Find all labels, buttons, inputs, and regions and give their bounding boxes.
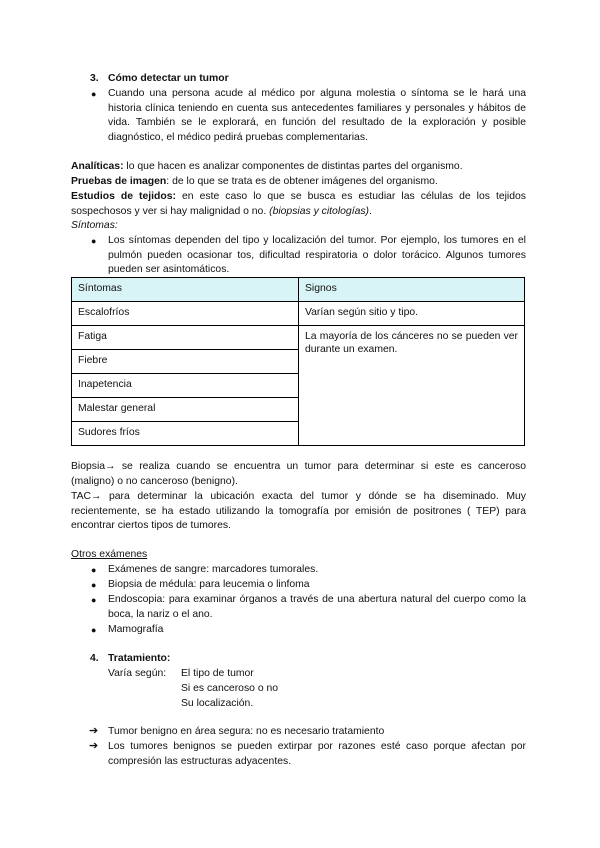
sintomas-label: Síntomas:: [71, 220, 118, 231]
criteria-item: Si es canceroso o no: [181, 683, 279, 694]
table-cell-symptom: Fatiga: [72, 326, 299, 350]
tejidos-end: .: [369, 205, 372, 217]
criteria-item: El tipo de tumor: [181, 668, 254, 679]
biopsia-paragraph: Biopsia→ se realiza cuando se encuentra un tumor para determinar si este es canceroso (maligno) o no canceroso (benigno).: [71, 461, 526, 487]
analiticas-text: lo que hacen es analizar componentes de distintas partes del organismo.: [123, 161, 463, 172]
sintomas-bullet: Los síntomas dependen del tipo y localización del tumor. Por ejemplo, los tumores en el pulmón pueden ocasionar tos, dificultad respiratoria o dolor torácico. Algunos tumores pueden ser asintomáticos.: [108, 235, 526, 276]
otros-title: Otros exámenes: [71, 549, 148, 560]
section4-title: Tratamiento:: [108, 653, 171, 664]
analiticas-line: [71, 160, 526, 175]
bullet-dot-icon: ●: [91, 625, 97, 635]
otros-item: Endoscopia: para examinar órganos a través de una abertura natural del cuerpo como la boca, la nariz o el ano.: [108, 594, 526, 620]
imagen-label: Pruebas de imagen: [71, 176, 167, 187]
table-cell-symptom: Fiebre: [72, 350, 299, 374]
section3-number: 3.: [90, 73, 99, 84]
symptoms-signs-table: [71, 277, 525, 446]
table-cell-symptom: Escalofríos: [72, 302, 299, 326]
otros-item: Exámenes de sangre: marcadores tumorales.: [108, 564, 319, 575]
varia-label: Varía según:: [108, 668, 167, 679]
table-header-row: [72, 278, 525, 302]
bullet-dot-icon: ●: [91, 595, 97, 605]
table-row: [72, 302, 525, 326]
otros-item: Biopsia de médula: para leucemia o linfoma: [108, 579, 310, 590]
imagen-text: : de lo que se trata es de obtener imágenes del organismo.: [166, 176, 438, 187]
tejidos-italic: (biopsias y citologías): [269, 205, 370, 217]
tejidos-label: Estudios de tejidos:: [71, 191, 176, 202]
bullet-dot-icon: ●: [91, 236, 97, 246]
table-row: [72, 326, 525, 350]
table-cell-sign: La mayoría de los cánceres no se pueden ver durante un examen.: [299, 326, 525, 446]
tejidos-line: [71, 190, 526, 219]
tac-paragraph: TAC→ para determinar la ubicación exacta del tumor y dónde se ha diseminado. Muy recientemente, se ha estado utilizando la tomografía por emisión de positrones ( TEP) para encontrar ciertos tipos de tumores.: [71, 491, 526, 532]
arrow-right-icon: ➔: [89, 725, 99, 737]
section3-title: Cómo detectar un tumor: [108, 73, 229, 84]
arrow-right-icon: ➔: [89, 740, 99, 752]
table-cell-sign: Varían según sitio y tipo.: [299, 302, 525, 326]
bullet-dot-icon: ●: [91, 565, 97, 575]
section3-paragraph: Cuando una persona acude al médico por alguna molestia o síntoma se le hará una historia clínica teniendo en cuenta sus antecedentes familiares y personales y hábitos de vida. También se le explorará, en función del resultado de la exploración y posible diagnóstico, el médico pedirá pruebas complementarias.: [108, 88, 526, 143]
table-cell-symptom: Inapetencia: [72, 374, 299, 398]
table-header-sintomas: Síntomas: [72, 278, 299, 302]
table-header-signos: Signos: [299, 278, 525, 302]
table-cell-symptom: Malestar general: [72, 398, 299, 422]
bullet-dot-icon: ●: [91, 580, 97, 590]
otros-item: Mamografía: [108, 624, 164, 635]
criteria-item: Su localización.: [181, 698, 254, 709]
section4-number: 4.: [90, 653, 99, 664]
analiticas-label: Analíticas:: [71, 161, 124, 172]
imagen-line: [71, 175, 526, 190]
tejidos-text: en este caso lo que se busca es estudiar las células de los tejidos sospechosos y ver si hay malignidad o no.: [71, 191, 526, 217]
bullet-dot-icon: ●: [91, 89, 97, 99]
arrow-item: Los tumores benignos se pueden extirpar por razones esté caso porque afectan por compresión las estructuras adyacentes.: [108, 741, 526, 767]
table-cell-symptom: Sudores fríos: [72, 422, 299, 446]
arrow-item: Tumor benigno en área segura: no es necesario tratamiento: [108, 726, 385, 737]
